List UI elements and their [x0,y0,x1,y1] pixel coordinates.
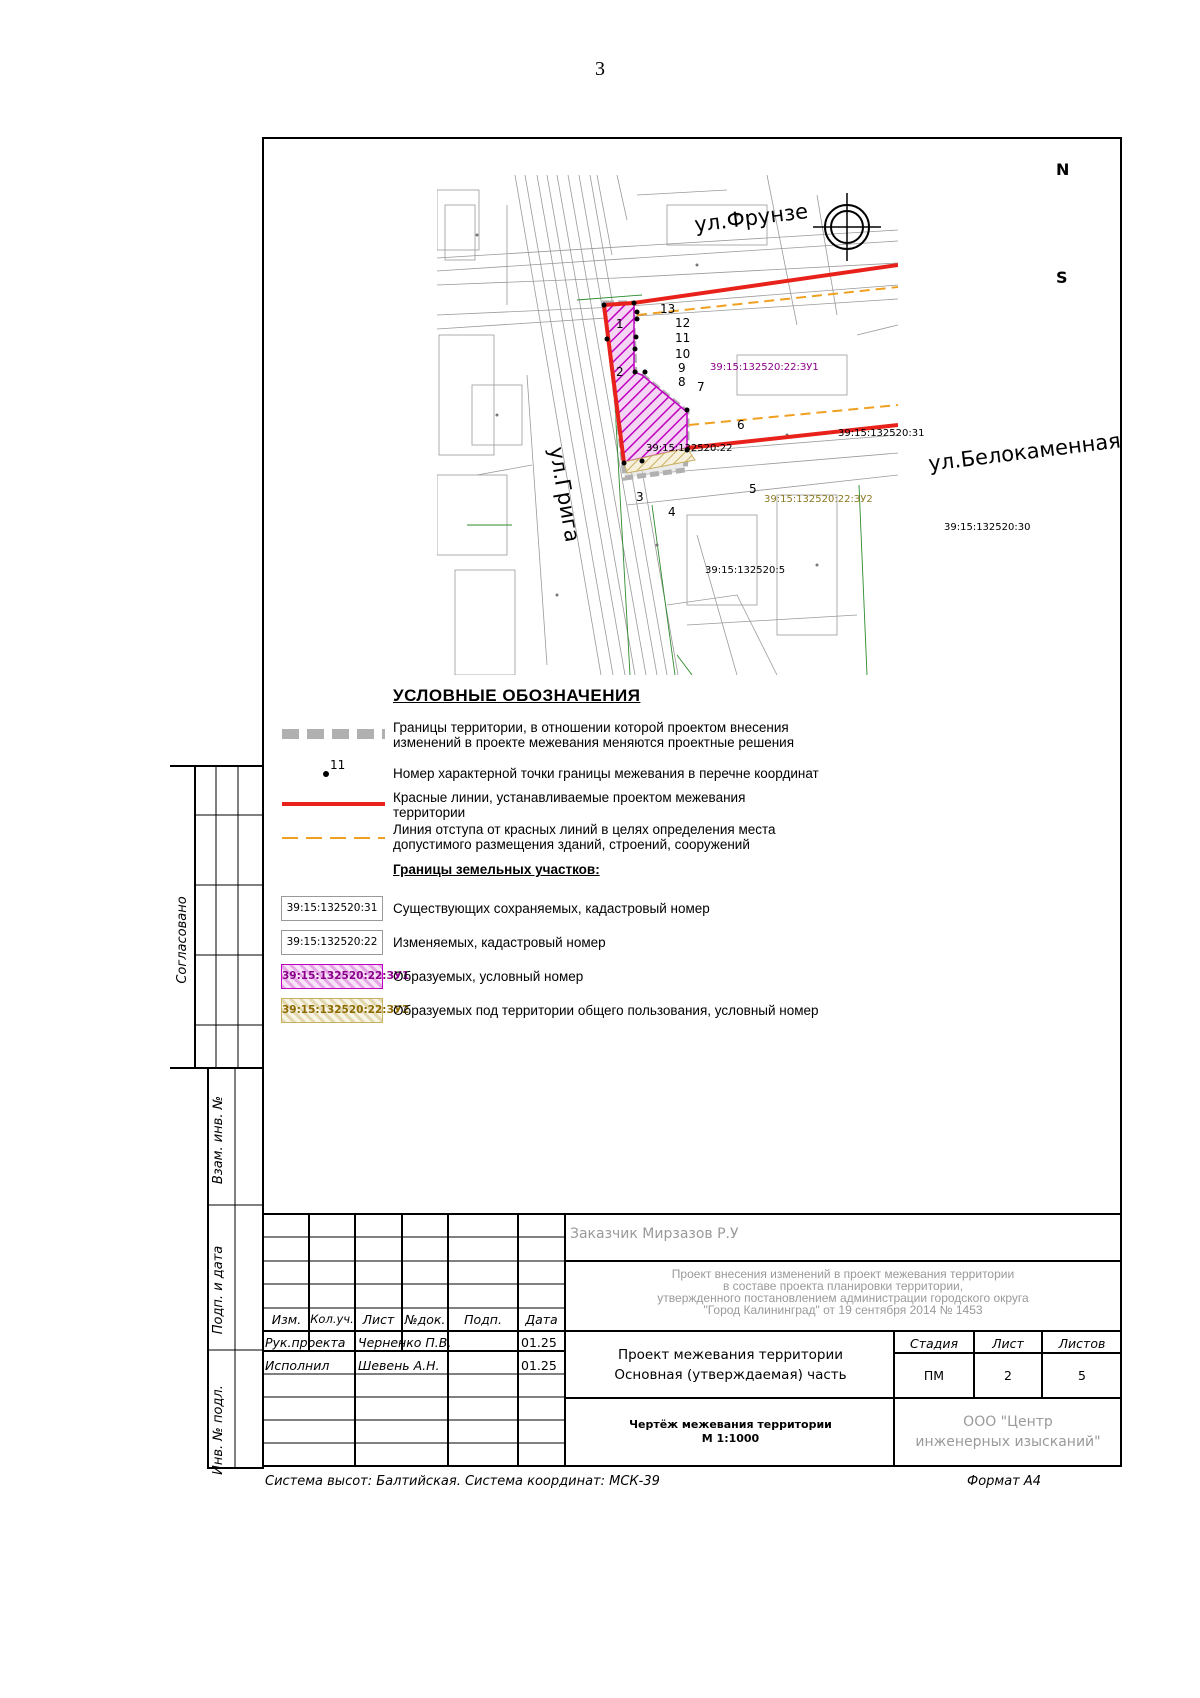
tb-header-podp: Подп. [464,1312,502,1327]
tb-project-line: Проект внесения изменений в проект межевания территории [671,1267,1015,1281]
tb-sheet-value: 2 [1004,1368,1012,1383]
tb-header-izm: Изм. [271,1312,302,1327]
point-label: 12 [675,316,691,330]
point-label: 10 [675,347,691,361]
map-parcel-zu2: 39:15:132520:22:ЗУ2 [764,494,873,505]
point-label: 3 [636,490,644,504]
tb-section-line1: Проект межевания территории [617,1347,844,1363]
point-label: 4 [668,505,676,519]
tb-drawing-line1: Чертёж межевания территории [629,1418,832,1431]
legend-parcel-changed: Изменяемых, кадастровый номер [393,935,606,950]
map-parcel-31: 39:15:132520:31 [838,428,925,439]
point-label: 11 [675,331,691,345]
cadastral-map [437,175,898,675]
legend-item-red-lines: Красные линии, устанавливаемые проектом межевания территории [393,790,746,820]
tb-header-ndok: №док. [404,1312,446,1327]
legend-parcel-existing: Существующих сохраняемых, кадастровый номер [393,901,710,916]
tb-stage-value: ПМ [923,1368,945,1383]
tb-date-lead: 01.25 [521,1335,557,1350]
side-inv: Инв. № подл. [211,1385,226,1475]
tb-name-lead: Черненко П.В. [358,1335,452,1350]
side-podp: Подп. и дата [211,1245,226,1335]
street-griga: ул.Грига [544,445,585,544]
tb-customer: Заказчик Мирзазов Р.У [570,1226,739,1242]
point-label: 1 [616,317,624,331]
point-label: 9 [678,361,686,375]
tb-role-executor: Исполнил [265,1358,330,1373]
tb-date-executor: 01.25 [521,1358,557,1373]
point-label: 7 [697,380,705,394]
footer-systems: Система высот: Балтийская. Система координат: МСК-39 [265,1474,660,1489]
tb-sheets-value: 5 [1078,1368,1086,1383]
legend-item-point: Номер характерной точки границы межевания в перечне координат [393,766,819,781]
tb-project-title [568,1268,1118,1316]
tb-role-lead: Рук.проекта [265,1335,346,1350]
tb-header-koluch: Кол.уч. [310,1312,354,1326]
legend-sample-changed: 39:15:132520:22 [281,930,383,955]
tb-project-line: утвержденного постановлением администрации городского округа [657,1291,1029,1305]
street-belokamennaya: ул.Белокаменная [927,428,1122,476]
map-parcel-5: 39:15:132520:5 [705,565,786,576]
map-svg [437,175,898,675]
tb-project-line: в составе проекта планировки территории, [722,1279,964,1293]
tb-company-line2: инженерных изысканий" [915,1434,1101,1450]
legend-parcel-zu1: Образуемых, условный номер [393,969,584,984]
point-label: 6 [737,418,745,432]
south-label: S [1056,268,1068,287]
street-frunze: ул.Фрунзе [693,199,810,237]
tb-stage-label: Стадия [910,1336,958,1351]
tb-sheets-label: Листов [1058,1336,1106,1351]
legend-sample-zu2: 39:15:132520:22:ЗУ2 [281,998,383,1023]
legend-parcel-zu2: Образуемых под территории общего пользования, условный номер [393,1003,819,1018]
point-label: 5 [749,482,757,496]
tb-sheet-label: Лист [992,1336,1024,1351]
map-parcel-zu1: 39:15:132520:22:ЗУ1 [710,362,819,373]
tb-header-list: Лист [362,1312,395,1327]
legend-sample-existing: 39:15:132520:31 [281,896,383,921]
footer-format: Формат А4 [967,1474,1042,1489]
side-agreed: Согласовано [175,896,190,984]
map-parcel-22: 39:15:132520:22 [646,443,733,454]
map-parcel-30: 39:15:132520:30 [944,522,1031,533]
tb-company-line1: ООО "Центр [963,1414,1053,1430]
tb-name-executor: Шевень А.Н. [358,1358,440,1373]
legend-item-setback: Линия отступа от красных линий в целях определения места допустимого размещения зданий, строений, сооружений [393,822,776,852]
legend-title: УСЛОВНЫЕ ОБОЗНАЧЕНИЯ [393,686,641,705]
point-label: 8 [678,375,686,389]
legend-sample-zu1: 39:15:132520:22:ЗУ1 [281,964,383,989]
legend-item-territory: Границы территории, в отношении которой проектом внесения изменений в проекте межевания меняются проектные решения [393,720,795,750]
point-label: 2 [616,365,624,379]
page-number: 3 [595,58,605,80]
point-label: 13 [660,302,676,316]
north-label: N [1056,160,1070,179]
tb-header-data: Дата [525,1312,558,1327]
legend-subtitle: Границы земельных участков: [393,862,600,877]
tb-drawing-line2: М 1:1000 [701,1432,760,1445]
legend-point-sample: 11 [330,758,346,772]
tb-project-line: "Город Калининград" от 19 сентября 2014 № 1453 [703,1303,983,1317]
side-vzam: Взам. инв. № [211,1095,226,1185]
tb-section-line2: Основная (утверждаемая) часть [614,1367,847,1383]
